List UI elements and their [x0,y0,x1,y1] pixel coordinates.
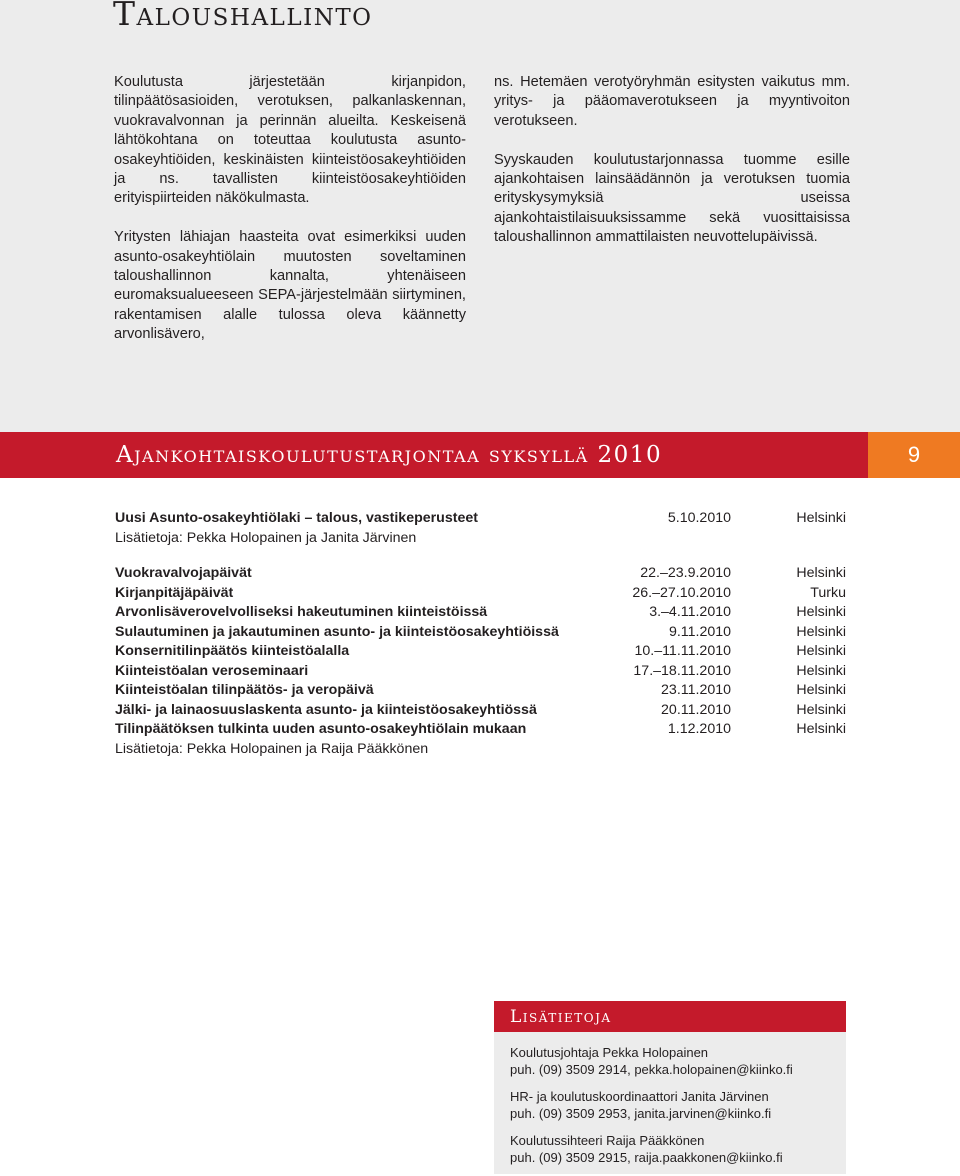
contact-role: Koulutusjohtaja Pekka Holopainen [510,1045,709,1060]
course-row [115,584,846,604]
course-date: 5.10.2010 [667,510,731,526]
intro-panel [0,0,960,432]
contact-details: puh. (09) 3509 2914, pekka.holopainen@kiinko.fi [510,1062,793,1077]
course-name: Kiinteistöalan tilinpäätös- ja veropäivä [115,682,374,698]
course-name: Jälki- ja lainaosuuslaskenta asunto- ja kiinteistöosakeyhtiössä [115,701,537,718]
course-schedule [115,509,846,759]
intro-right-column [494,73,850,267]
course-name: Uusi Asunto-osakeyhtiölaki – talous, vastikeperusteet [115,510,478,526]
contact-list [510,1044,840,1176]
course-row [115,720,846,740]
course-date: 23.11.2010 [661,682,731,698]
contact-role: HR- ja koulutuskoordinaattori Janita Järvinen [510,1089,769,1104]
contact-details: puh. (09) 3509 2915, raija.paakkonen@kiinko.fi [510,1150,783,1165]
course-date: 20.11.2010 [661,701,731,718]
contact-box-header [494,1001,846,1032]
intro-left-column [114,73,466,364]
course-date: 26.–27.10.2010 [632,584,731,601]
page-number-badge [868,432,960,478]
course-name: Konsernitilinpäätös kiinteistöalalla [115,643,350,659]
course-city: Helsinki [796,721,846,737]
course-city: Helsinki [796,565,846,581]
course-name: Kirjanpitäjäpäivät [115,584,234,601]
contact-role: Koulutussihteeri Raija Pääkkönen [510,1133,705,1148]
page-title: Taloushallinto [113,0,373,33]
course-date: 1.12.2010 [667,721,731,737]
intro-paragraph: Yritysten lähiajan haasteita ovat esimerkiksi uuden asunto-osakeyhtiölain muutosten soveltaminen taloushallinnon kannalta, yhtenäiseen euromaksualueeseen SEPA-järjestelmään siirtyminen, rakentamisen alalle tulossa oleva käännetty arvonlisävero, [114,229,466,343]
course-city: Helsinki [796,510,846,526]
course-row [115,662,846,682]
course-date: 22.–23.9.2010 [640,565,731,581]
course-row [115,642,846,662]
course-row [115,564,846,584]
course-city: Helsinki [796,643,846,659]
page-number: 9 [907,442,921,467]
course-row [115,509,846,529]
contact-info-line: Lisätietoja: Pekka Holopainen ja Janita Järvinen [115,529,417,546]
contact-entry [510,1088,840,1122]
course-name: Vuokravalvojapäivät [115,565,252,581]
section-title: Ajankohtaiskoulutustarjontaa syksyllä 2010 [116,442,663,468]
course-date: 9.11.2010 [668,623,731,640]
course-city: Helsinki [796,604,846,620]
course-name: Kiinteistöalan veroseminaari [115,662,309,679]
contact-entry [510,1132,840,1166]
contact-info-line: Lisätietoja: Pekka Holopainen ja Raija Pääkkönen [115,740,429,757]
contact-details: puh. (09) 3509 2953, janita.jarvinen@kiinko.fi [510,1106,772,1121]
course-row [115,681,846,701]
course-date: 3.–4.11.2010 [649,604,731,620]
course-date: 10.–11.11.2010 [634,643,731,659]
course-city: Helsinki [796,701,846,718]
course-row [115,701,846,721]
course-name: Sulautuminen ja jakautuminen asunto- ja kiinteistöosakeyhtiöissä [115,623,559,640]
course-name: Tilinpäätöksen tulkinta uuden asunto-osakeyhtiölain mukaan [115,721,527,737]
course-city: Turku [810,584,846,601]
course-row [115,623,846,643]
contact-entry [510,1044,840,1078]
intro-paragraph: Syyskauden koulutustarjonnassa tuomme esille ajankohtaisen lainsäädännön ja verotuksen tuomia erityskysymyksiä useissa ajankohtaistilaisuuksissamme sekä vuosittaisissa taloushallinnon ammattilaisten neuvottelupäivissä. [494,151,850,246]
intro-paragraph: ns. Hetemäen verotyöryhmän esitysten vaikutus mm. yritys- ja pääomaverotukseen ja myyntivoiton verotukseen. [494,74,850,129]
intro-paragraph: Koulutusta järjestetään kirjanpidon, tilinpäätösasioiden, verotuksen, palkanlaskennan, vuokravalvonnan ja perinnän alueilta. Keskeisenä lähtökohtana on toteuttaa koulutusta asunto-osakeyhtiöiden, keskinäisten kiinteistöosakeyhtiöiden ja ns. tavallisten kiinteistöosakeyhtiöiden erityispiirteiden näkökulmasta. [114,74,466,207]
contact-box [494,1001,846,1174]
course-name: Arvonlisäverovelvolliseksi hakeutuminen kiinteistöissä [115,604,488,620]
contact-box-title: Lisätietoja [510,1007,612,1027]
course-city: Helsinki [796,623,846,640]
course-date: 17.–18.11.2010 [633,662,731,679]
course-city: Helsinki [796,662,846,679]
course-row [115,603,846,623]
section-banner [0,432,868,478]
course-city: Helsinki [796,682,846,698]
